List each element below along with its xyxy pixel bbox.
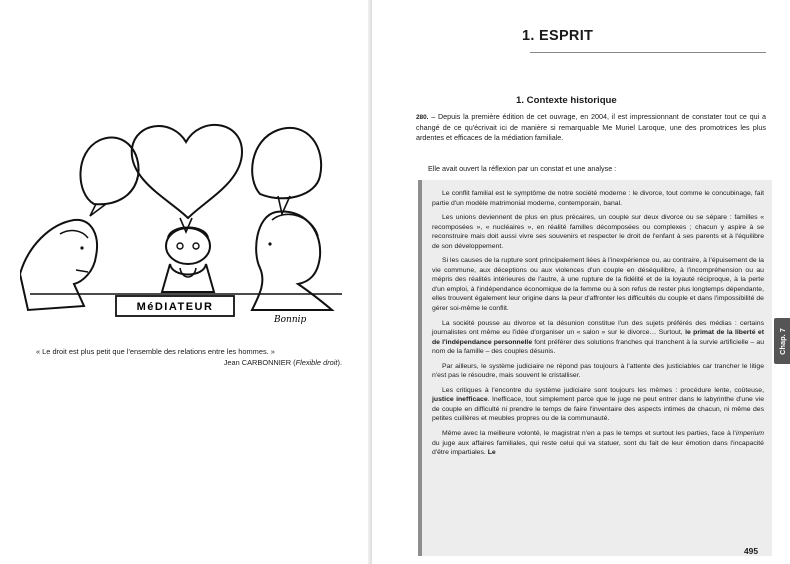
right-person — [252, 211, 332, 310]
chapter-title: 1. ESPRIT — [522, 28, 594, 44]
page-number: 495 — [744, 546, 758, 556]
intro-note: Elle avait ouvert la réflexion par un constat et une analyse : — [428, 164, 617, 173]
quotation-text — [432, 189, 764, 463]
right-page — [372, 0, 790, 564]
quote-paragraph: Les unions deviennent de plus en plus précaires, un couple sur deux divorce ou se sépare : familles « recomposées », « nucléaires », en réalité familles décomposées ou complexes ; chacun y aspire à se reconstruire mais doit aussi vivre ses souvenirs et respecter le droit de l'enfant à ses parents et à l'équilibre de son développement. — [432, 214, 764, 250]
epigraph-text: « Le droit est plus petit que l'ensemble des relations entre les hommes. » — [36, 347, 275, 356]
quote-paragraph: Le conflit familial est le symptôme de notre société moderne : le divorce, tout comme le concubinage, fait partie d'un modèle matrimonial moderne, contemporain, banal. — [432, 190, 764, 207]
left-page — [0, 0, 372, 564]
mediator-cartoon — [20, 96, 350, 336]
mediator-sign-label: MéDIATEUR — [136, 301, 214, 313]
right-speech-bubble — [252, 128, 321, 198]
left-speech-bubble — [80, 138, 138, 205]
title-rule — [530, 52, 766, 53]
cartoon-drawing — [20, 96, 350, 336]
quote-paragraph: La société pousse au divorce et la désunion constitue l'un des sujets préférés des médias : certains journalistes ont même eu l'idée d'organiser un « salon » sur le divorce… Surtout, le primat de la liberté et de l'indépendance personnelle font préférer des solutions franches qui tranchent à la survie artificielle – au nom de la famille – des couples désunis. — [432, 319, 765, 356]
chapter-tab[interactable]: Chap. 7 — [774, 318, 790, 364]
epigraph — [36, 346, 346, 368]
paragraph-number: 280. — [416, 114, 429, 121]
epigraph-work: Flexible droit — [295, 358, 338, 367]
quotation-bar — [418, 180, 422, 556]
artist-signature: Bonnip — [274, 315, 307, 325]
quote-paragraph: Même avec la meilleure volonté, le magistrat n'en a pas le temps et surtout les parties, face à l'imperium du juge aux affaires familiales, qui reste celui qui va statuer, sont du fait de leur émotion dans l'incapacité d'être impartiales. Le — [432, 430, 764, 457]
epigraph-author: Jean CARBONNIER (Flexible droit). — [223, 358, 342, 367]
heart-bubble — [132, 125, 242, 218]
quote-paragraph: Les critiques à l'encontre du système judiciaire sont toujours les mêmes : procédure lente, coûteuse, justice inefficace. Inefficace, tout simplement parce que le juge ne peut entrer dans le labyrinthe d'une vie de couple en difficulté ni prendre le temps de faire l'inventaire des aspects intimes de chacun, ni même des petites cuillères et meubles propres ou de la communauté. — [432, 386, 764, 423]
mediator-head — [166, 228, 210, 264]
intro-paragraph: 280. – Depuis la première édition de cet ouvrage, en 2004, il est impressionnant de constater tout ce qui a changé de ce qu'écrivait ici de manière si remarquable Me Muriel Laroque, une des promotrices les plus ardentes et efficaces de la médiation familiale. — [416, 112, 766, 143]
section-title: 1. Contexte historique — [516, 95, 617, 106]
quote-paragraph: Par ailleurs, le système judiciaire ne répond pas toujours à l'attente des justiciables car trancher le litige n'est pas le résoudre, mais souvent le cristalliser. — [432, 362, 764, 380]
quote-paragraph: Si les causes de la rupture sont principalement liées à l'inexpérience ou, au contraire, à l'épuisement de la vie commune, aux déceptions ou aux violences d'un couple en déséquilibre, à l'incompréhension ou au mépris des réalités intérieures de l'autre, à une rupture de la fidélité et de la loyauté réciproque, à la perte d'un emploi, à l'indépendance économique de la femme ou à son refus de rester plus longtemps dépendante, elles trouvent également leur origine dans la peur d'affronter les difficultés du couple et dans l'impossibilité de gérer soi-même le conflit. — [432, 257, 764, 313]
left-person — [20, 220, 97, 310]
